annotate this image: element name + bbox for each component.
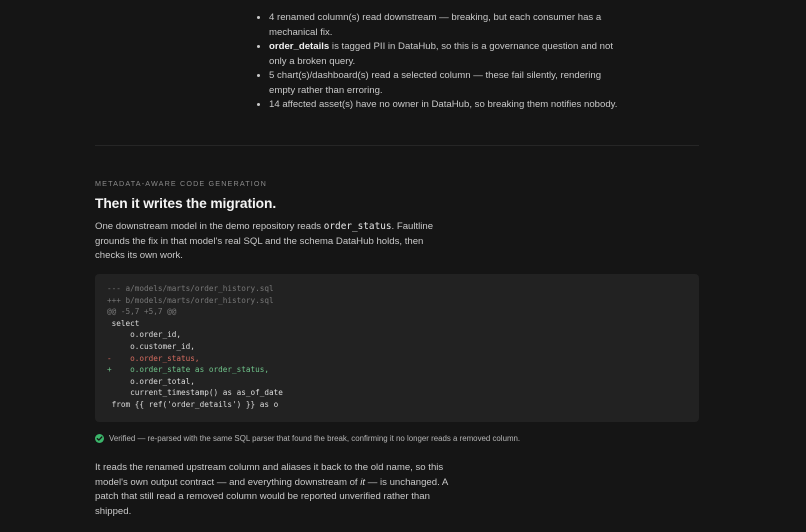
diff-line-ctx: select bbox=[107, 318, 140, 328]
diff-code bbox=[107, 283, 283, 411]
section-eyebrow: METADATA-AWARE CODE GENERATION bbox=[95, 179, 267, 188]
bullet-text: 5 chart(s)/dashboard(s) read a selected column — these fail silently, rendering empty rather than erroring. bbox=[269, 70, 602, 96]
diff-line-ctx: o.customer_id, bbox=[107, 341, 195, 351]
diff-line-add: + o.order_state as order_status, bbox=[107, 365, 269, 375]
verification-text: Verified — re-parsed with the same SQL parser that found the break, confirming it no longer reads a removed column. bbox=[109, 434, 521, 443]
list-item bbox=[269, 69, 629, 98]
section-divider bbox=[95, 145, 699, 146]
section-heading: Then it writes the migration. bbox=[95, 196, 277, 211]
diff-line-ctx: o.order_total, bbox=[107, 376, 195, 386]
check-circle-icon bbox=[95, 434, 104, 443]
list-item bbox=[269, 98, 629, 113]
closing-paragraph bbox=[95, 461, 455, 519]
diff-line-meta: @@ -5,7 +5,7 @@ bbox=[107, 307, 177, 317]
bullet-text: 4 renamed column(s) read downstream — breaking, but each consumer has a mechanical fix. bbox=[269, 12, 602, 38]
diff-line-del: - o.order_status, bbox=[107, 353, 200, 363]
impact-summary-list bbox=[256, 11, 629, 113]
intro-text: One downstream model in the demo repository reads bbox=[95, 221, 324, 232]
diff-line-meta: +++ b/models/marts/order_history.sql bbox=[107, 295, 274, 305]
diff-line-meta: --- a/models/marts/order_history.sql bbox=[107, 284, 274, 293]
list-item bbox=[269, 11, 629, 40]
diff-line-ctx: current_timestamp() as as_of_date bbox=[107, 388, 283, 398]
intro-text: . Faultline grounds the fix in that model's real SQL and the schema DataHub holds, then checks its own work. bbox=[95, 221, 434, 261]
outro-text: It reads the renamed upstream column and aliases it back to the old name, so this model's own output contract — and everything downstream of bbox=[95, 462, 444, 488]
bullet-text: 14 affected asset(s) have no owner in DataHub, so breaking them notifies nobody. bbox=[269, 99, 618, 110]
outro-emphasis: it bbox=[360, 476, 366, 488]
bullet-emphasis: order_details bbox=[269, 41, 330, 52]
outro-text: — is unchanged. A patch that still read a removed column would be reported unverified rather than shipped. bbox=[95, 476, 448, 517]
list-item bbox=[269, 40, 629, 69]
inline-code: order_status bbox=[323, 221, 392, 232]
verification-status bbox=[95, 433, 520, 444]
diff-line-ctx: from {{ ref('order_details') }} as o bbox=[107, 399, 279, 409]
bullet-text: is tagged PII in DataHub, so this is a governance question and not only a broken query. bbox=[269, 41, 613, 67]
diff-code-block bbox=[95, 274, 699, 422]
section-intro bbox=[95, 220, 455, 264]
diff-line-ctx: o.order_id, bbox=[107, 330, 182, 340]
